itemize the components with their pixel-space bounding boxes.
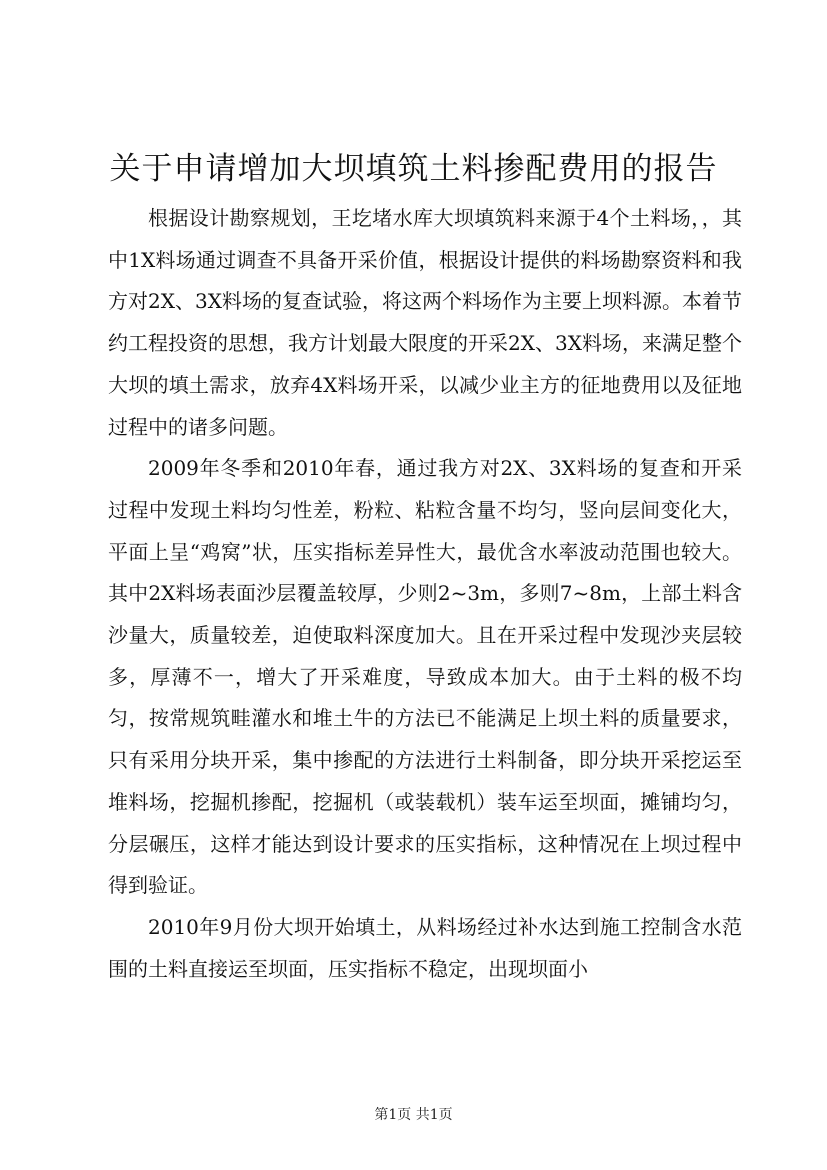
paragraph-3: 2010年9月份大坝开始填土，从料场经过补水达到施工控制含水范围的土料直接运至坝面，压实指标不稳定，出现坝面小 [108, 914, 742, 981]
document-title: 关于申请增加大坝填筑土料掺配费用的报告 [109, 151, 718, 187]
paragraph-2: 2009年冬季和2010年春，通过我方对2X、3X料场的复查和开采过程中发现土料均匀性差，粉粒、粘粒含量不均匀，竖向层间变化大，平面上呈“鸡窝”状，压实指标差异性大，最优含水率波动范围也较大。其中2X料场表面沙层覆盖较厚，少则2~3m，多则7~8m，上部土料含沙量大，质量较差，迫使取料深度加大。且在开采过程中发现沙夹层较多，厚薄不一，增大了开采难度，导致成本加大。由于土料的极不均匀，按常规筑畦灌水和堆土牛的方法已不能满足上坝土料的质量要求，只有采用分块开采，集中掺配的方法进行土料制备，即分块开采挖运至堆料场，挖掘机掺配，挖掘机（或装载机）装车运至坝面，摊铺均匀，分层碾压，这样才能达到设计要求的压实指标，这种情况在上坝过程中得到验证。 [108, 456, 742, 898]
paragraph-1: 根据设计勘察规划，王圪堵水库大坝填筑料来源于4个土料场，，其中1X料场通过调查不具备开采价值，根据设计提供的料场勘察资料和我方对2X、3X料场的复查试验，将这两个料场作为主要上坝料源。本着节约工程投资的思想，我方计划最大限度的开采2X、3X料场，来满足整个大坝的填土需求，放弃4X料场开采，以减少业主方的征地费用以及征地过程中的诸多问题。 [108, 206, 742, 439]
page-number-footer: 第1页 共1页 [374, 1107, 453, 1123]
document-body [108, 198, 742, 990]
